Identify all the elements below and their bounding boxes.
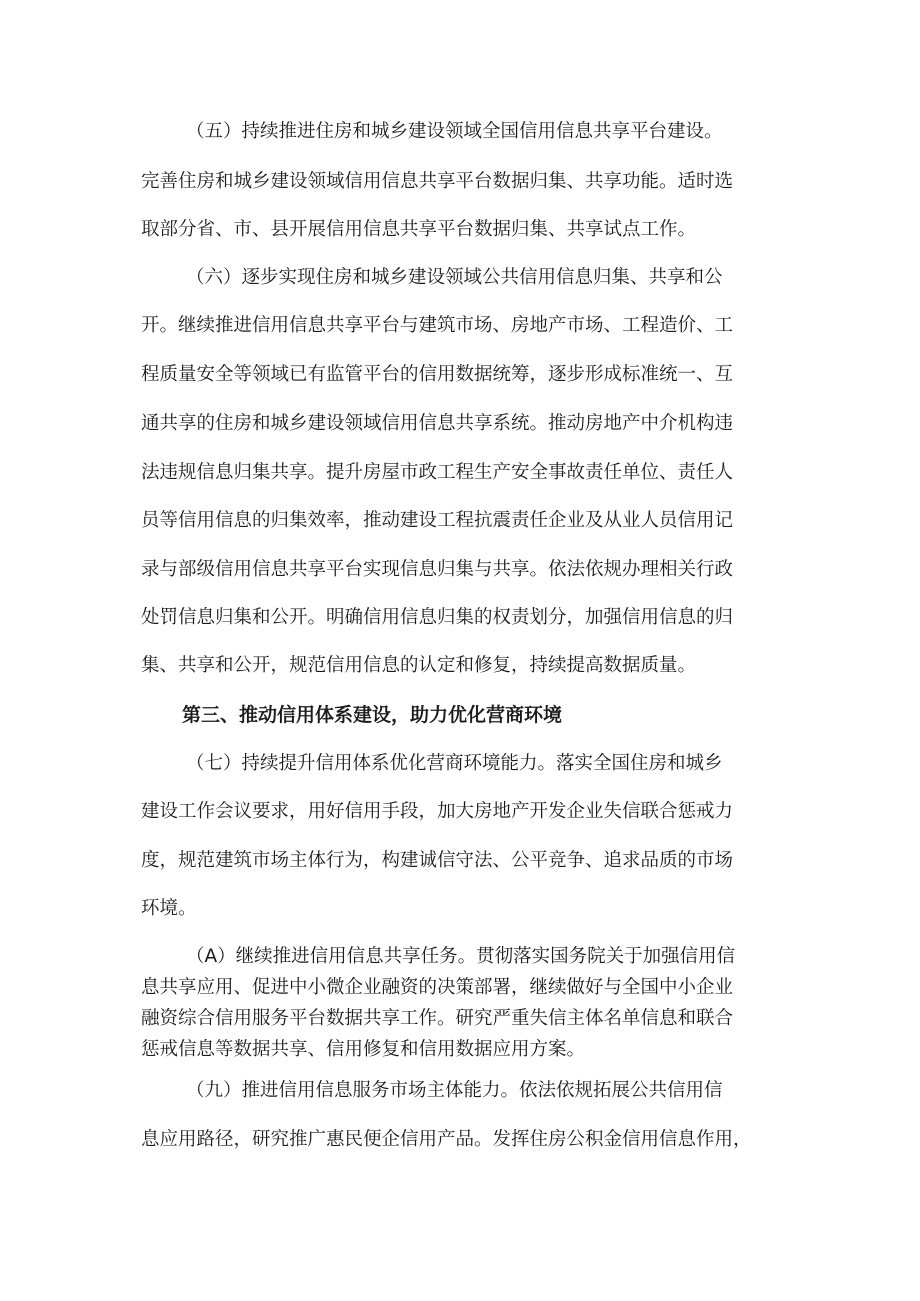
paragraph-6-line-7: 录与部级信用信息共享平台实现信息归集与共享。依法依规办理相关行政	[141, 559, 734, 580]
paragraph-6-line-9: 集、共享和公开，规范信用信息的认定和修复，持续提高数据质量。	[141, 655, 697, 676]
paragraph-8-line-4: 惩戒信息等数据共享、信用修复和信用数据应用方案。	[141, 1039, 586, 1060]
paragraph-8-line-1: （A）继续推进信用信息共享任务。贯彻落实国务院关于加强信用信	[186, 946, 736, 967]
paragraph-6-line-5: 法违规信息归集共享。提升房屋市政工程生产安全事故责任单位、责任人	[141, 462, 734, 483]
paragraph-5-line-1: （五）持续推进住房和城乡建设领域全国信用信息共享平台建设。	[186, 121, 723, 142]
paragraph-8-line-2: 息共享应用、促进中小微企业融资的决策部署，继续做好与全国中小企业	[141, 977, 734, 998]
paragraph-7-line-1: （七）持续提升信用体系优化营商环境能力。落实全国住房和城乡	[186, 753, 723, 774]
paragraph-7-line-3: 度，规范建筑市场主体行为，构建诚信守法、公平竞争、追求品质的市场	[141, 850, 734, 871]
paragraph-6-line-2: 开。继续推进信用信息共享平台与建筑市场、房地产市场、工程造价、工	[141, 315, 734, 336]
paragraph-9-line-2: 息应用路径，研究推广惠民便企信用产品。发挥住房公积金信用信息作用，	[141, 1129, 752, 1150]
paragraph-7-line-2: 建设工作会议要求，用好信用手段，加大房地产开发企业失信联合惩戒力	[141, 801, 734, 822]
paragraph-6-line-6: 员等信用信息的归集效率，推动建设工程抗震责任企业及从业人员信用记	[141, 510, 734, 531]
paragraph-5-line-3: 取部分省、市、县开展信用信息共享平台数据归集、共享试点工作。	[141, 219, 697, 240]
paragraph-6-line-8: 处罚信息归集和公开。明确信用信息归集的权责划分，加强信用信息的归	[141, 607, 734, 628]
paragraph-8-line-3: 融资综合信用服务平台数据共享工作。研究严重失信主体名单信息和联合	[141, 1008, 734, 1029]
paragraph-5-line-2: 完善住房和城乡建设领域信用信息共享平台数据归集、共享功能。适时选	[141, 171, 734, 192]
section-heading: 第三、推动信用体系建设，助力优化营商环境	[182, 704, 563, 726]
paragraph-9-line-1: （九）推进信用信息服务市场主体能力。依法依规拓展公共信用信	[186, 1080, 723, 1101]
paragraph-6-line-4: 通共享的住房和城乡建设领域信用信息共享系统。推动房地产中介机构违	[141, 413, 734, 434]
paragraph-7-line-4: 环境。	[141, 898, 197, 919]
paragraph-6-line-1: （六）逐步实现住房和城乡建设领域公共信用信息归集、共享和公	[186, 267, 723, 288]
paragraph-6-line-3: 程质量安全等领域已有监管平台的信用数据统筹，逐步形成标准统一、互	[141, 364, 734, 385]
